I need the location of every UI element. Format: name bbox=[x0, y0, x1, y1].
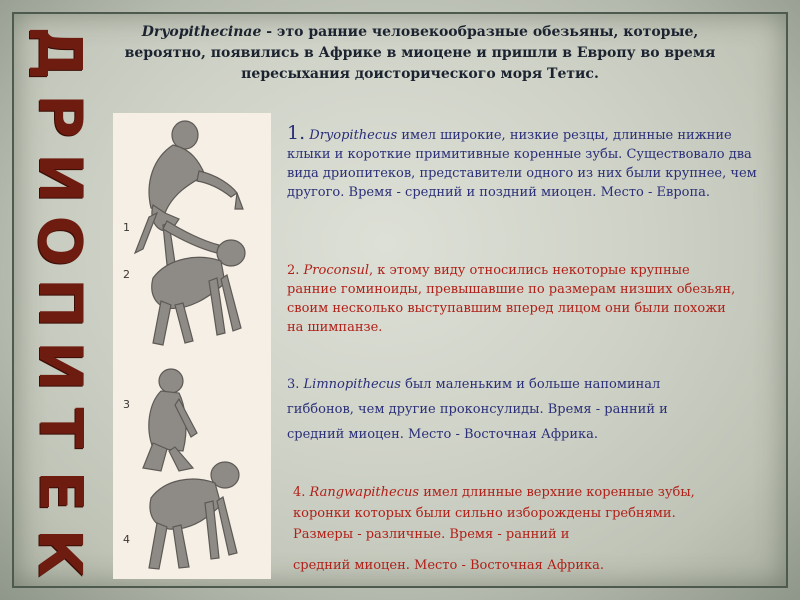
paragraph-dryopithecus bbox=[287, 124, 757, 202]
title-letter: К bbox=[24, 528, 95, 578]
paragraph-body: , к этому виду относились некоторые крупные ранние гоминоиды, превышавшие по размерам низших обезьян, своим несколько выступавшим вперед лицом они были похожи на шимпанзе. bbox=[287, 263, 736, 335]
paragraph-number: 1. bbox=[287, 122, 306, 144]
ape-illustration-svg bbox=[113, 113, 271, 579]
title-letter: П bbox=[25, 277, 95, 329]
ape-figure-3 bbox=[143, 369, 197, 471]
title-letter: О bbox=[24, 214, 95, 267]
paragraph-number: 4. bbox=[293, 485, 306, 500]
title-letter: И bbox=[25, 152, 95, 204]
paragraph-limnopithecus bbox=[287, 372, 727, 447]
paragraph-body: имел широкие, низкие резцы, длинные нижние клыки и короткие примитивные коренные зубы. Существовало два вида дриопитеков, представители одного из них были крупнее, чем другого. Время - средний и поздний миоцен. Место - Европа. bbox=[287, 128, 757, 200]
paragraph-tail: средний миоцен. Место - Восточная Африка. bbox=[293, 558, 605, 573]
ape-figure-4 bbox=[149, 462, 239, 569]
paragraph-number: 2. bbox=[287, 263, 300, 278]
genus-name: Limnopithecus bbox=[303, 377, 401, 392]
paragraph-body: имел длинные верхние коренные зубы, коронки которых были сильно изборождены гребнями. Размеры - различные. Время - ранний и bbox=[293, 485, 695, 542]
title-letter: Т bbox=[25, 407, 95, 449]
genus-name: Proconsul bbox=[303, 263, 370, 278]
title-letter: Е bbox=[25, 470, 95, 511]
title-letter: Д bbox=[25, 26, 95, 80]
intro-latin: Dryopithecinae bbox=[141, 24, 262, 40]
paragraph-proconsul bbox=[287, 261, 737, 337]
ape-illustration bbox=[113, 113, 271, 579]
paragraph-body: был маленьким и больше напоминал гиббонов, чем другие проконсулиды. Время - ранний и средний миоцен. Место - Восточная Африка. bbox=[287, 377, 668, 442]
title-letter: Р bbox=[24, 93, 95, 138]
paragraph-rangwapithecus bbox=[293, 482, 703, 576]
genus-name: Dryopithecus bbox=[309, 128, 398, 143]
genus-name: Rangwapithecus bbox=[309, 485, 420, 500]
intro-text bbox=[100, 22, 740, 85]
figure-label: 4 bbox=[123, 533, 130, 546]
intro-body: - это ранние человекообразные обезьяны, которые, вероятно, появились в Африке в миоцене и пришли в Европу во время пересыхания доисторического моря Тетис. bbox=[124, 24, 716, 82]
figure-label: 2 bbox=[123, 268, 130, 281]
paragraph-number: 3. bbox=[287, 377, 300, 392]
figure-label: 3 bbox=[123, 398, 130, 411]
vertical-title bbox=[24, 26, 95, 578]
title-letter: И bbox=[25, 340, 95, 391]
figure-label: 1 bbox=[123, 221, 130, 234]
